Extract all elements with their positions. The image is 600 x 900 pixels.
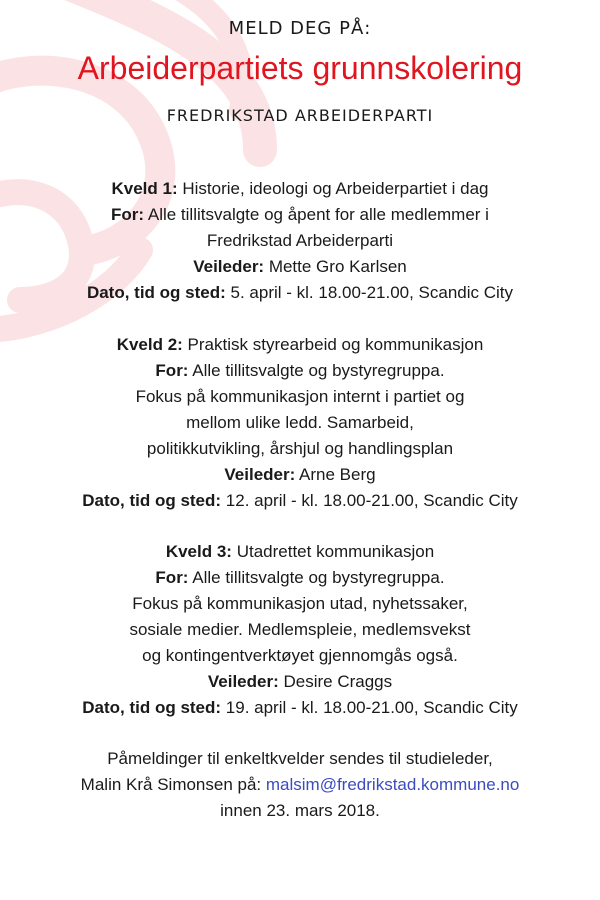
- session-3-date-label: Dato, tid og sted:: [82, 698, 222, 717]
- session-1-date-text: 5. april - kl. 18.00-21.00, Scandic City: [225, 283, 514, 302]
- session-3-mentor-label: Veileder:: [207, 672, 279, 691]
- session-3-date-text: 19. april - kl. 18.00-21.00, Scandic City: [221, 698, 518, 717]
- session-1: [0, 176, 600, 306]
- session-3-description-line: Fokus på kommunikasjon utad, nyhetssaker,: [132, 594, 468, 613]
- session-2-date-text: 12. april - kl. 18.00-21.00, Scandic City: [221, 491, 518, 510]
- session-1-description-line: Fredrikstad Arbeiderparti: [206, 231, 394, 250]
- session-2-heading-text: Praktisk styrearbeid og kommunikasjon: [182, 335, 484, 354]
- session-1-mentor-label: Veileder:: [193, 257, 265, 276]
- signup-line-1: Påmeldinger til enkeltkvelder sendes til studieleder,: [107, 749, 493, 768]
- session-3-for-text: Alle tillitsvalgte og bystyregruppa.: [188, 568, 445, 587]
- page-title: Arbeiderpartiets grunnskolering: [77, 50, 523, 86]
- session-1-date-label: Dato, tid og sted:: [86, 283, 226, 302]
- organization-name: FREDRIKSTAD ARBEIDERPARTI: [166, 106, 434, 125]
- signup-line-2-prefix: Malin Krå Simonsen på:: [80, 775, 266, 794]
- session-3-description-line: og kontingentverktøyet gjennomgås også.: [142, 646, 458, 665]
- session-2-mentor-label: Veileder:: [224, 465, 296, 484]
- session-2-for-label: For:: [155, 361, 189, 380]
- session-2-description-line: mellom ulike ledd. Samarbeid,: [186, 413, 414, 432]
- session-1-heading-text: Historie, ideologi og Arbeiderpartiet i dag: [177, 179, 489, 198]
- session-3-for-label: For:: [155, 568, 189, 587]
- session-3: [0, 539, 600, 721]
- session-2-heading-label: Kveld 2:: [116, 335, 183, 354]
- session-2-mentor-text: Arne Berg: [295, 465, 376, 484]
- session-2-description-line: politikkutvikling, årshjul og handlingsplan: [146, 439, 454, 458]
- session-1-for-label: For:: [111, 205, 145, 224]
- session-3-heading-label: Kveld 3:: [165, 542, 232, 561]
- session-1-heading-label: Kveld 1:: [111, 179, 178, 198]
- session-3-description-line: sosiale medier. Medlemspleie, medlemsvekst: [129, 620, 471, 639]
- session-2-for-text: Alle tillitsvalgte og bystyregruppa.: [188, 361, 445, 380]
- session-2: [0, 332, 600, 514]
- signup-deadline: innen 23. mars 2018.: [220, 801, 380, 820]
- session-1-for-text: Alle tillitsvalgte og åpent for alle medlemmer i: [144, 205, 489, 224]
- contact-email-link[interactable]: malsim@fredrikstad.kommune.no: [265, 775, 520, 794]
- session-2-date-label: Dato, tid og sted:: [82, 491, 222, 510]
- session-1-mentor-text: Mette Gro Karlsen: [264, 257, 407, 276]
- session-2-description-line: Fokus på kommunikasjon internt i partiet og: [135, 387, 465, 406]
- session-3-heading-text: Utadrettet kommunikasjon: [231, 542, 435, 561]
- signup-kicker: MELD DEG PÅ:: [228, 18, 372, 39]
- signup-info: [0, 746, 600, 824]
- session-3-mentor-text: Desire Craggs: [278, 672, 393, 691]
